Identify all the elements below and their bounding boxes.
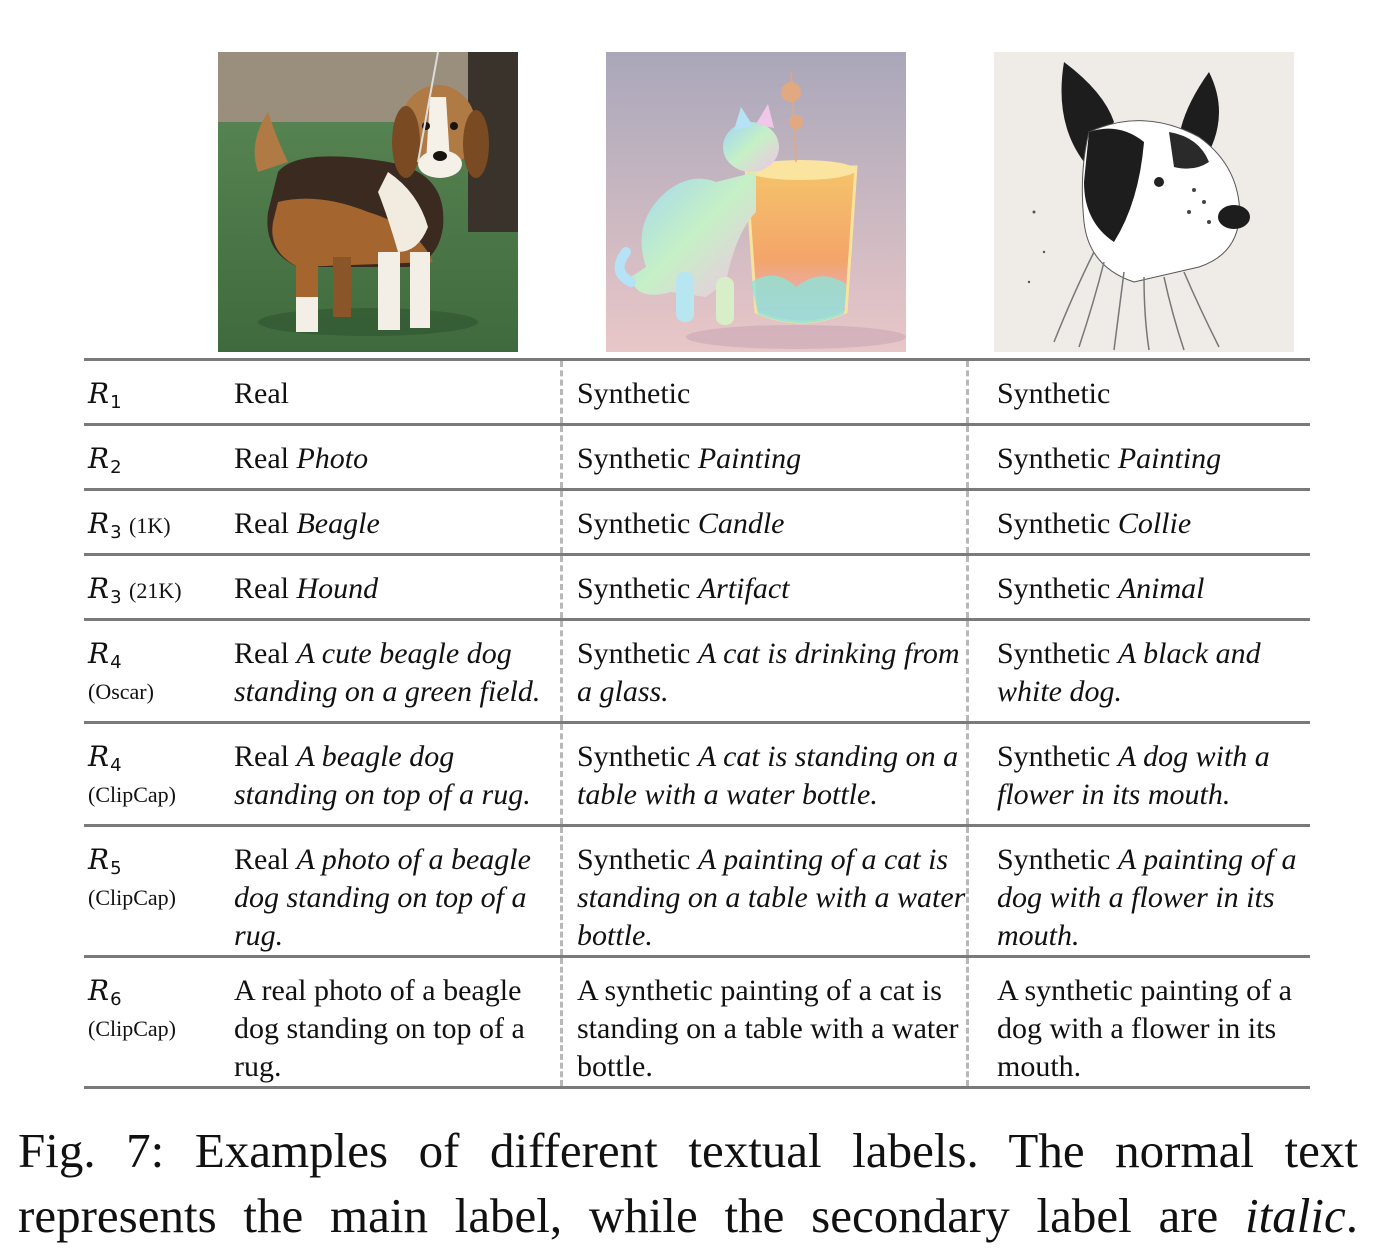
main-label: Synthetic xyxy=(997,442,1118,475)
main-label: Real xyxy=(234,843,297,876)
real-label-cell xyxy=(234,556,559,618)
table-row xyxy=(84,423,1310,488)
main-label: Synthetic xyxy=(997,507,1118,540)
rule-subscript: 3 xyxy=(110,587,122,608)
main-label: Real xyxy=(234,377,289,410)
secondary-label: Photo xyxy=(296,442,369,475)
caption-italic-word: italic xyxy=(1245,1188,1346,1243)
label-table xyxy=(84,358,1310,1089)
synthetic-cat-label-cell xyxy=(560,827,966,955)
real-label-cell xyxy=(234,491,559,553)
main-label: Real xyxy=(234,637,297,670)
rule-symbol: R xyxy=(88,637,110,670)
synthetic-dog-label-cell xyxy=(966,426,1310,488)
synthetic-dog-label-cell xyxy=(966,361,1310,423)
beagle-photo-image xyxy=(218,52,518,352)
row-label xyxy=(88,426,228,488)
rule-note: (ClipCap) xyxy=(88,885,176,910)
secondary-label: A dog with a flower in its mouth. xyxy=(997,740,1270,811)
real-label-cell xyxy=(234,958,559,1086)
secondary-label: Painting xyxy=(697,442,802,475)
main-label: Synthetic xyxy=(577,442,698,475)
rule-subscript: 2 xyxy=(110,457,122,478)
collie-sketch-image xyxy=(994,52,1294,352)
secondary-label: Collie xyxy=(1117,507,1192,540)
synthetic-cat-label-cell xyxy=(560,724,966,824)
table-row xyxy=(84,488,1310,553)
rule-note: (ClipCap) xyxy=(88,782,176,807)
rule-symbol: R xyxy=(88,507,110,540)
secondary-label: A black and white dog. xyxy=(997,637,1261,708)
rule-symbol: R xyxy=(88,740,110,773)
secondary-label: Beagle xyxy=(296,507,380,540)
real-label-cell xyxy=(234,724,559,824)
secondary-label: A beagle dog standing on top of a rug. xyxy=(234,740,531,811)
main-label: A synthetic painting of a dog with a flower in its mouth. xyxy=(997,974,1292,1083)
main-label: Synthetic xyxy=(997,843,1118,876)
rule-symbol: R xyxy=(88,974,110,1007)
row-label xyxy=(88,361,228,423)
secondary-label: A cat is drinking from a glass. xyxy=(577,637,960,708)
collie-sketch-illustration xyxy=(994,52,1294,352)
table-row xyxy=(84,721,1310,824)
rule-subscript: 5 xyxy=(110,858,122,879)
cat-glass-image xyxy=(606,52,906,352)
rule-symbol: R xyxy=(88,442,110,475)
synthetic-dog-label-cell xyxy=(966,621,1310,721)
synthetic-cat-label-cell xyxy=(560,491,966,553)
synthetic-dog-label-cell xyxy=(966,827,1310,955)
cat-glass-illustration xyxy=(606,52,906,352)
rule-subscript: 4 xyxy=(110,755,122,776)
secondary-label: Animal xyxy=(1117,572,1205,605)
table-row xyxy=(84,358,1310,423)
rule-subscript: 3 xyxy=(110,522,122,543)
secondary-label: Painting xyxy=(1117,442,1222,475)
main-label: Synthetic xyxy=(577,637,698,670)
rule-subscript: 1 xyxy=(110,392,122,413)
rule-note: (21K) xyxy=(129,578,182,603)
table-row xyxy=(84,955,1310,1089)
table-row xyxy=(84,824,1310,955)
secondary-label: A painting of a dog with a flower in its mouth. xyxy=(997,843,1297,952)
secondary-label: Candle xyxy=(697,507,785,540)
row-label xyxy=(88,724,228,824)
main-label: Synthetic xyxy=(997,572,1118,605)
rule-symbol: R xyxy=(88,843,110,876)
rule-symbol: R xyxy=(88,377,110,410)
main-label: Real xyxy=(234,442,297,475)
secondary-label: A photo of a beagle dog standing on top of a rug. xyxy=(234,843,531,952)
synthetic-cat-label-cell xyxy=(560,621,966,721)
main-label: Synthetic xyxy=(997,637,1118,670)
secondary-label: A cat is standing on a table with a water bottle. xyxy=(577,740,959,811)
caption-text: represents the main label, while the secondary label are xyxy=(18,1188,1246,1243)
row-label xyxy=(88,827,228,955)
rule-symbol: R xyxy=(88,572,110,605)
synthetic-cat-label-cell xyxy=(560,556,966,618)
synthetic-cat-label-cell xyxy=(560,426,966,488)
synthetic-dog-label-cell xyxy=(966,724,1310,824)
main-label: Real xyxy=(234,572,297,605)
row-label xyxy=(88,958,228,1086)
main-label: A real photo of a beagle dog standing on top of a rug. xyxy=(234,974,525,1083)
synthetic-cat-label-cell xyxy=(560,361,966,423)
synthetic-dog-label-cell xyxy=(966,491,1310,553)
real-label-cell xyxy=(234,426,559,488)
rule-note: (Oscar) xyxy=(88,679,154,704)
main-label: Synthetic xyxy=(577,740,698,773)
table-row xyxy=(84,618,1310,721)
rule-note: (1K) xyxy=(129,513,171,538)
synthetic-dog-label-cell xyxy=(966,556,1310,618)
beagle-photo-illustration xyxy=(218,52,518,352)
rule-note: (ClipCap) xyxy=(88,1016,176,1041)
table-row xyxy=(84,553,1310,618)
row-label xyxy=(88,621,228,721)
secondary-label: A painting of a cat is standing on a table with a water bottle. xyxy=(577,843,966,952)
main-label: Synthetic xyxy=(997,377,1111,410)
main-label: Synthetic xyxy=(577,377,691,410)
row-label xyxy=(88,556,228,618)
figure-caption xyxy=(18,1118,1358,1248)
main-label: Real xyxy=(234,507,297,540)
row-label xyxy=(88,491,228,553)
main-label: Real xyxy=(234,740,297,773)
main-label: A synthetic painting of a cat is standing on a table with a water bottle. xyxy=(577,974,959,1083)
secondary-label: Artifact xyxy=(697,572,790,605)
rule-subscript: 6 xyxy=(110,989,122,1010)
main-label: Synthetic xyxy=(577,843,698,876)
synthetic-cat-label-cell xyxy=(560,958,966,1086)
caption-line-1: Fig. 7: Examples of different textual labels. The normal text xyxy=(18,1123,1358,1178)
real-label-cell xyxy=(234,827,559,955)
main-label: Synthetic xyxy=(997,740,1118,773)
main-label: Synthetic xyxy=(577,572,698,605)
caption-period: . xyxy=(1345,1188,1358,1243)
real-label-cell xyxy=(234,621,559,721)
caption-line-2 xyxy=(18,1183,1358,1248)
main-label: Synthetic xyxy=(577,507,698,540)
synthetic-dog-label-cell xyxy=(966,958,1310,1086)
secondary-label: Hound xyxy=(296,572,379,605)
secondary-label: A cute beagle dog standing on a green field. xyxy=(234,637,541,708)
rule-subscript: 4 xyxy=(110,652,122,673)
real-label-cell xyxy=(234,361,559,423)
